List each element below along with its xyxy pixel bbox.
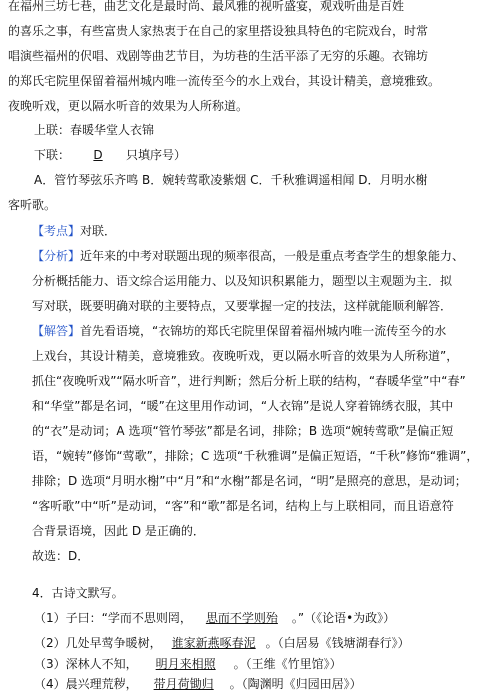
q4-item-fill: 明月来相照 [155,657,216,671]
kaodian-row [32,221,503,241]
jieda-line: 抓住“夜晚听戏”“隔水听音”，进行判断；然后分析上联的结构，“春暖华堂”中“春” [32,374,466,388]
q4-item-pre: （3）深林人不知， [34,657,138,671]
passage-line: 的郑氏宅院里保留着福州城内唯一流传至今的水上戏台，其设计精美，意境雅致。 [8,74,441,88]
lower-prefix: 下联： [34,148,71,162]
q4-item-post: 。”（《论语•为政》） [291,611,396,625]
options-line: A．管竹琴弦乐齐鸣 B．婉转莺歌凌紫烟 C．千秋雅调遥相闻 D．月明水榭 [34,173,428,187]
fenxi-row [32,246,503,266]
answer-line: 故选：D． [32,549,90,563]
jieda-row [32,321,503,341]
fenxi-text: 近年来的中考对联题出现的频率很高，一般是重点考查学生的想象能力、 [80,249,465,263]
kaodian-text: 对联． [80,224,117,238]
q4-item [34,608,503,628]
q4-item-fill: 谁家新燕啄春泥 [171,636,256,650]
q4-item-fill: 思而不学则殆 [205,611,278,625]
jieda-line: 合背景语境，因此 D 是正确的． [32,524,205,538]
passage-line: 在福州三坊七巷，曲艺文化是最时尚、最风雅的视听盛宴，观戏听曲是百姓 [8,0,405,13]
lower-suffix: 只填序号） [126,148,187,162]
passage-line: 的喜乐之事，有些富贵人家热衷于在自己的家里搭设独具特色的宅院戏台，时常 [8,24,429,38]
upper-couplet: 上联：春暖华堂人衣锦 [34,123,155,137]
lower-answer-blank: D [93,148,103,162]
jieda-line: 和“华堂”都是名词，“暖”在这里用作动词，“人衣锦”是说人穿着锦绣衣服，其中 [32,399,454,413]
lower-couplet [34,145,503,165]
jieda-text: 首先看语境，“衣锦坊的郑氏宅院里保留着福州城内唯一流传至今的水 [80,324,447,338]
q4-item [34,633,503,653]
jieda-line: 的“衣”是动词；A 选项“管竹琴弦”都是名词，排除；B 选项“婉转莺歌”是偏正短 [32,424,454,438]
passage-line: 唱演些福州的伬唱、戏剧等曲艺节目，为坊巷的生活平添了无穷的乐趣。衣锦坊 [8,49,429,63]
passage-line: 夜晚听戏，更以隔水听音的效果为人所称道。 [8,99,249,113]
fenxi-line: 写对联，既要明确对联的主要特点，又要掌握一定的技法，这样就能顺利解答． [32,299,453,313]
jieda-line: 语，“婉转”修饰“莺歌”，排除；C 选项“千秋雅调”是偏正短语，“千秋”修饰“雅调”， [32,449,479,463]
q4-item-pre: （1）子曰：“学而不思则罔， [34,611,192,625]
kaodian-tag: 【考点】 [32,224,81,238]
q4-item-post: 。（陶渊明《归园田居》） [229,677,362,691]
q4-item-pre: （2）几处早莺争暖树， [34,636,162,650]
jieda-line: 排除；D 选项“月明水榭”中“月”和“水榭”都是名词，“明”是照亮的意思，是动词； [32,474,467,488]
q4-item [34,654,503,674]
jieda-tag: 【解答】 [32,324,81,338]
q4-item-post: 。（王维《竹里馆》） [233,657,342,671]
q4-item [34,674,503,694]
fenxi-line: 分析概括能力、语文综合运用能力、以及知识积累能力，题型以主观题为主．拟 [32,274,453,288]
q4-item-pre: （4）晨兴理荒秽， [34,677,138,691]
q4-item-post: 。（白居易《钱塘湖春行》） [265,636,410,650]
jieda-line: “客听歌”中“听”是动词，“客”和“歌”都是名词，结构上与上联相同，而且语意符 [32,499,454,513]
q4-item-fill: 带月荷锄归 [153,677,214,691]
jieda-line: 上戏台，其设计精美，意境雅致。夜晚听戏，更以隔水听音的效果为人所称道”， [32,349,459,363]
fenxi-tag: 【分析】 [32,249,81,263]
options-line-cont: 客听歌。 [8,198,57,212]
q4-title: 4．古诗文默写。 [32,586,124,600]
